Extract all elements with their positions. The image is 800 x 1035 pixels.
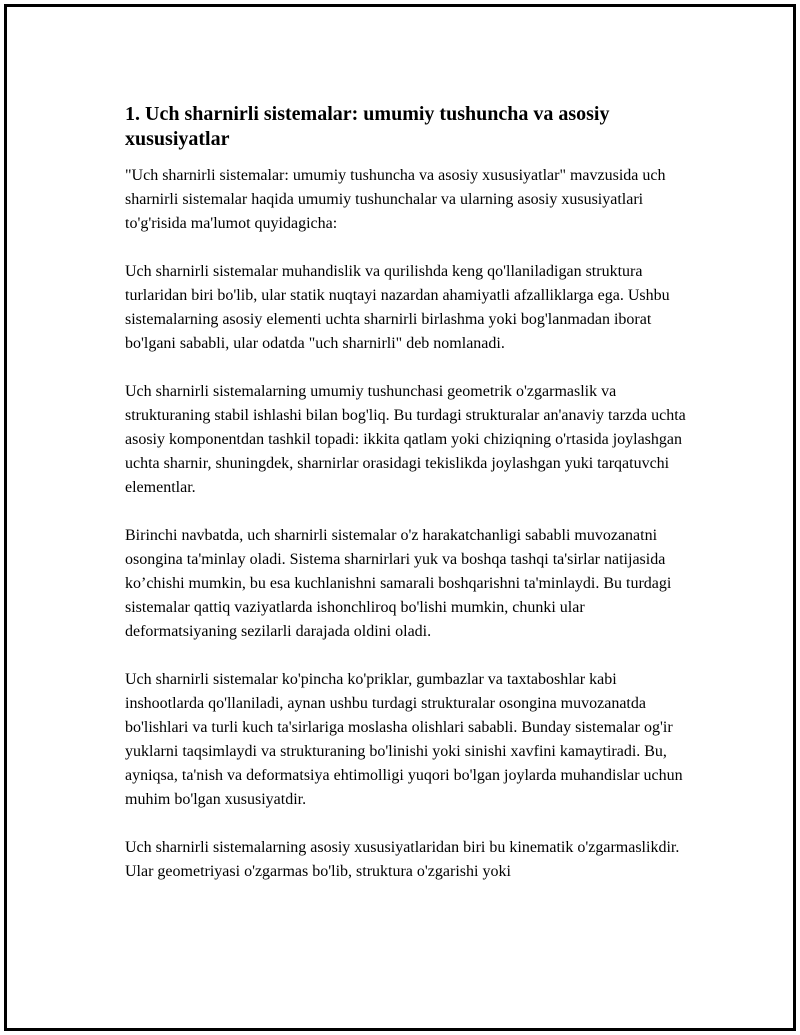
paragraph-kinematic: Uch sharnirli sistemalarning asosiy xususiyatlaridan biri bu kinematik o'zgarmaslikdir. Ular geometriyasi o'zgarmas bo'lib, struktura o'zgarishi yoki	[125, 839, 680, 880]
page-frame	[4, 4, 796, 1031]
paragraph-concept: Uch sharnirli sistemalarning umumiy tushunchasi geometrik o'zgarmaslik va strukturaning stabil ishlashi bilan bog'liq. Bu turdagi strukturalar an'anaviy tarzda uchta asosiy komponentdan tashkil topadi: ikkita qatlam yoki chiziqning o'rtasida joylashgan uchta sharnir, shuningdek, sharnirlar orasidagi tekislikda joylashgan yuki tarqatuvchi elementlar.	[125, 383, 686, 496]
section-heading: 1. Uch sharnirli sistemalar: umumiy tushuncha va asosiy xususiyatlar	[125, 103, 610, 150]
paragraph-definition: Uch sharnirli sistemalar muhandislik va qurilishda keng qo'llaniladigan struktura turlaridan biri bo'lib, ular statik nuqtayi nazardan ahamiyatli afzalliklarga ega. Ushbu sistemalarning asosiy elementi uchta sharnirli birlashma yoki bog'lanmadan iborat bo'lgani sababli, ular odatda "uch sharnirli" deb nomlanadi.	[125, 263, 670, 352]
document-body	[125, 102, 697, 908]
paragraph-intro: "Uch sharnirli sistemalar: umumiy tushuncha va asosiy xususiyatlar" mavzusida uch sharnirli sistemalar haqida umumiy tushunchalar va ularning asosiy xususiyatlari to'g'risida ma'lumot quyidagicha:	[125, 167, 666, 232]
paragraph-balance: Birinchi navbatda, uch sharnirli sistemalar o'z harakatchanligi sababli muvozanatni osongina ta'minlay oladi. Sistema sharnirlari yuk va boshqa tashqi ta'sirlar natijasida ko’chishi mumkin, bu esa kuchlanishni samarali boshqarishni ta'minlaydi. Bu turdagi sistemalar qattiq vaziyatlarda ishonchliroq bo'lishi mumkin, chunki ular deformatsiyaning sezilarli darajada oldini oladi.	[125, 527, 672, 640]
paragraph-applications: Uch sharnirli sistemalar ko'pincha ko'priklar, gumbazlar va taxtaboshlar kabi inshootlarda qo'llaniladi, aynan ushbu turdagi strukturalar osongina muvozanatda bo'lishlari va turli kuch ta'sirlariga moslasha olishlari sababli. Bunday sistemalar og'ir yuklarni taqsimlaydi va strukturaning bo'linishi yoki sinishi xavfini kamaytiradi. Bu, ayniqsa, ta'nish va deformatsiya ehtimolligi yuqori bo'lgan joylarda muhandislar uchun muhim bo'lgan xususiyatdir.	[125, 671, 683, 808]
